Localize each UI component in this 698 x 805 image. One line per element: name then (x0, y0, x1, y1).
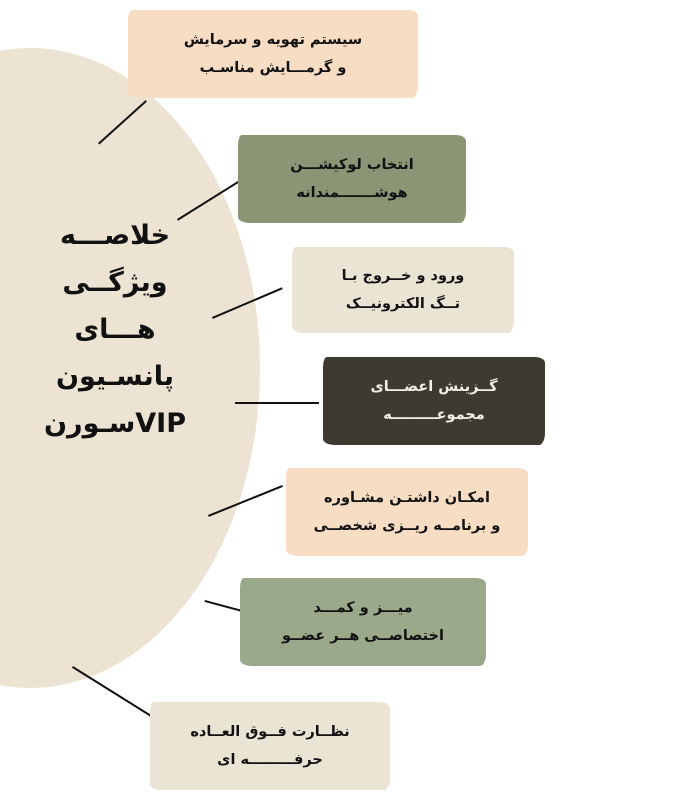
feature-line-1: انتخاب لوکیشـــن (290, 157, 414, 173)
feature-item-desk-and-wardrobe[interactable] (240, 576, 486, 668)
title-line-4: پانسـیون (55, 361, 175, 392)
connector-line-7 (72, 666, 158, 721)
feature-line-1: سیستم تهویه و سرمایش (183, 32, 363, 48)
feature-item-smart-location[interactable] (238, 133, 466, 225)
title-line-1: خلاصـــه (59, 220, 171, 251)
feature-item-member-selection[interactable] (323, 355, 545, 447)
feature-item-ventilation[interactable] (128, 8, 418, 100)
feature-text-desk-and-wardrobe (240, 594, 486, 651)
feature-text-professional-supervision (150, 718, 390, 775)
title-line-5: VIPسـورن (43, 408, 187, 439)
feature-line-2: و گرمـــایش مناسـب (199, 60, 347, 77)
feature-item-consulting-planning[interactable] (286, 466, 528, 558)
feature-line-2: مجموعـــــــــه (383, 407, 485, 424)
feature-text-member-selection (323, 373, 545, 430)
feature-text-ventilation (128, 26, 418, 83)
title-line-3: هـــای (74, 314, 156, 345)
feature-line-1: نظــارت فــوق العــاده (190, 724, 350, 740)
feature-text-electronic-tag-access (292, 262, 514, 319)
feature-line-2: هوشـــــــمندانه (296, 185, 408, 202)
feature-line-1: میـــز و کمـــد (313, 600, 413, 616)
feature-line-2: و برنامــه ریــزی شخصــی (313, 518, 501, 535)
feature-text-consulting-planning (286, 484, 528, 541)
feature-line-2: اختصاصــی هــر عضــو (282, 628, 444, 645)
feature-line-2: حرفـــــــــه ای (217, 752, 323, 769)
feature-line-1: امکـان داشتـن مشـاوره (324, 490, 490, 506)
feature-item-professional-supervision[interactable] (150, 700, 390, 792)
feature-text-smart-location (238, 151, 466, 208)
feature-item-electronic-tag-access[interactable] (292, 245, 514, 335)
feature-line-1: ورود و خــروج بـا (341, 268, 465, 284)
connector-line-4 (235, 402, 319, 404)
title-line-2: ویژگــی (62, 267, 168, 298)
page-title (0, 222, 230, 437)
feature-line-1: گــزینش اعضـــای (370, 379, 498, 395)
feature-line-2: تــگ الکترونیــک (345, 296, 461, 313)
